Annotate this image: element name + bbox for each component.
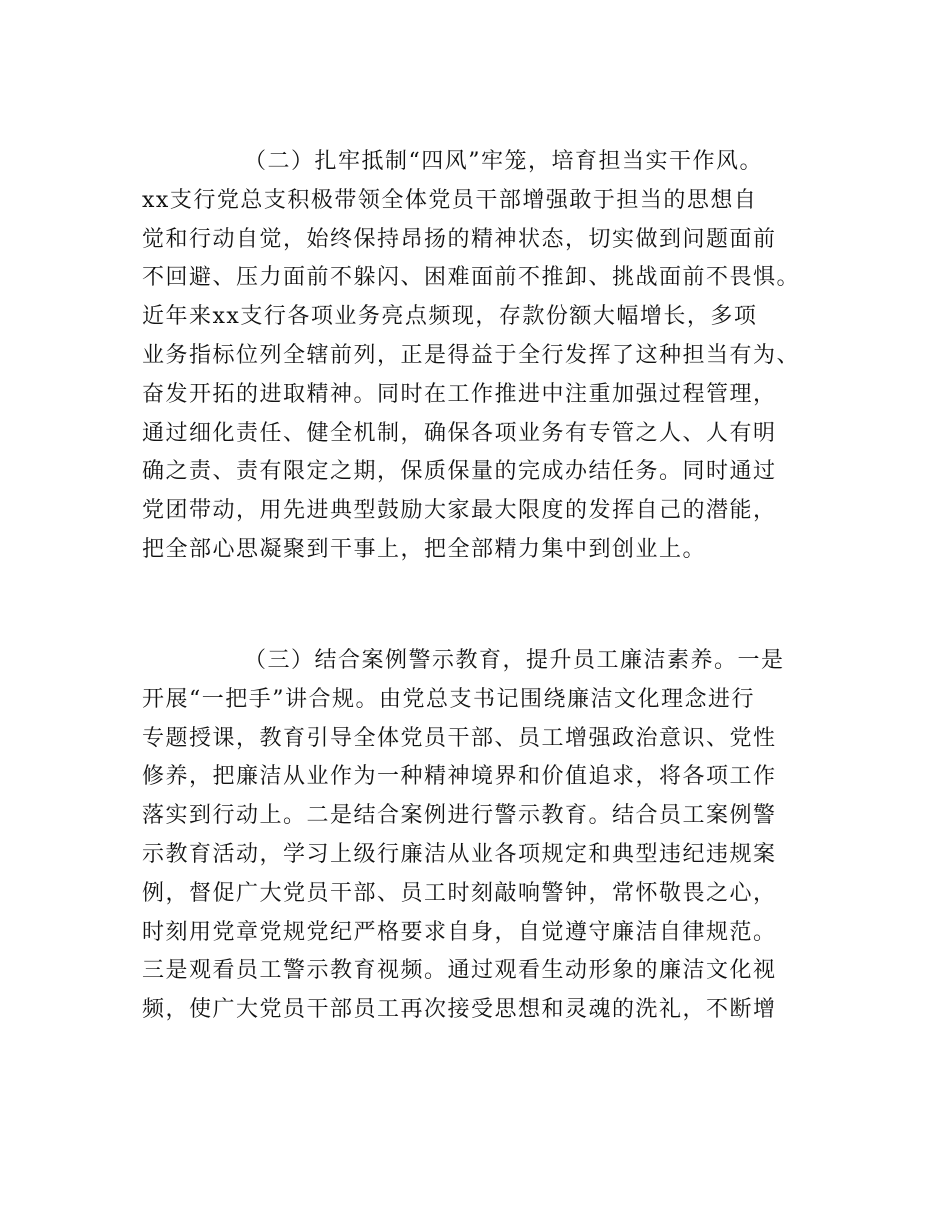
paragraph-heading-line: （二）扎牢抵制“四风”牢笼，培育担当实干作风。 — [244, 149, 763, 174]
text-line: 通过细化责任、健全机制，确保各项业务有专管之人、人有明 — [142, 420, 777, 446]
text-line: 开展“一把手”讲合规。由党总支书记围绕廉洁文化理念进行 — [142, 686, 755, 712]
text-line: 业务指标位列全辖前列，正是得益于全行发挥了这种担当有为、 — [142, 342, 801, 368]
text-line: 觉和行动自觉，始终保持昂扬的精神状态，切实做到问题面前 — [142, 226, 777, 252]
text-line: 把全部心思凝聚到干事上，把全部精力集中到创业上。 — [142, 536, 707, 562]
text-line: 奋发开拓的进取精神。同时在工作推进中注重加强过程管理， — [142, 381, 777, 407]
text-line: 时刻用党章党规党纪严格要求自身，自觉遵守廉洁自律规范。 — [142, 919, 777, 945]
text-line: 党团带动，用先进典型鼓励大家最大限度的发挥自己的潜能， — [142, 498, 777, 524]
text-line: 落实到行动上。二是结合案例进行警示教育。结合员工案例警 — [142, 803, 777, 829]
text-line: 修养，把廉洁从业作为一种精神境界和价值追求，将各项工作 — [142, 764, 777, 790]
text-line: 示教育活动，学习上级行廉洁从业各项规定和典型违纪违规案 — [142, 841, 777, 867]
text-line: xx支行党总支积极带领全体党员干部增强敢于担当的思想自 — [142, 187, 758, 213]
text-line: 例，督促广大党员干部、员工时刻敲响警钟，常怀敬畏之心， — [142, 880, 777, 906]
paragraph-heading-line: （三）结合案例警示教育，提升员工廉洁素养。一是 — [244, 648, 785, 673]
text-line: 三是观看员工警示教育视频。通过观看生动形象的廉洁文化视 — [142, 958, 777, 984]
text-line: 近年来xx支行各项业务亮点频现，存款份额大幅增长，多项 — [142, 304, 758, 330]
text-line: 不回避、压力面前不躲闪、困难面前不推卸、挑战面前不畏惧。 — [142, 265, 801, 291]
text-line: 确之责、责有限定之期，保质保量的完成办结任务。同时通过 — [142, 459, 777, 485]
paragraph-two — [142, 143, 842, 570]
text-line: 专题授课，教育引导全体党员干部、员工增强政治意识、党性 — [142, 725, 777, 751]
text-line: 频，使广大党员干部员工再次接受思想和灵魂的洗礼，不断增 — [142, 997, 777, 1023]
paragraph-three — [142, 642, 842, 1030]
